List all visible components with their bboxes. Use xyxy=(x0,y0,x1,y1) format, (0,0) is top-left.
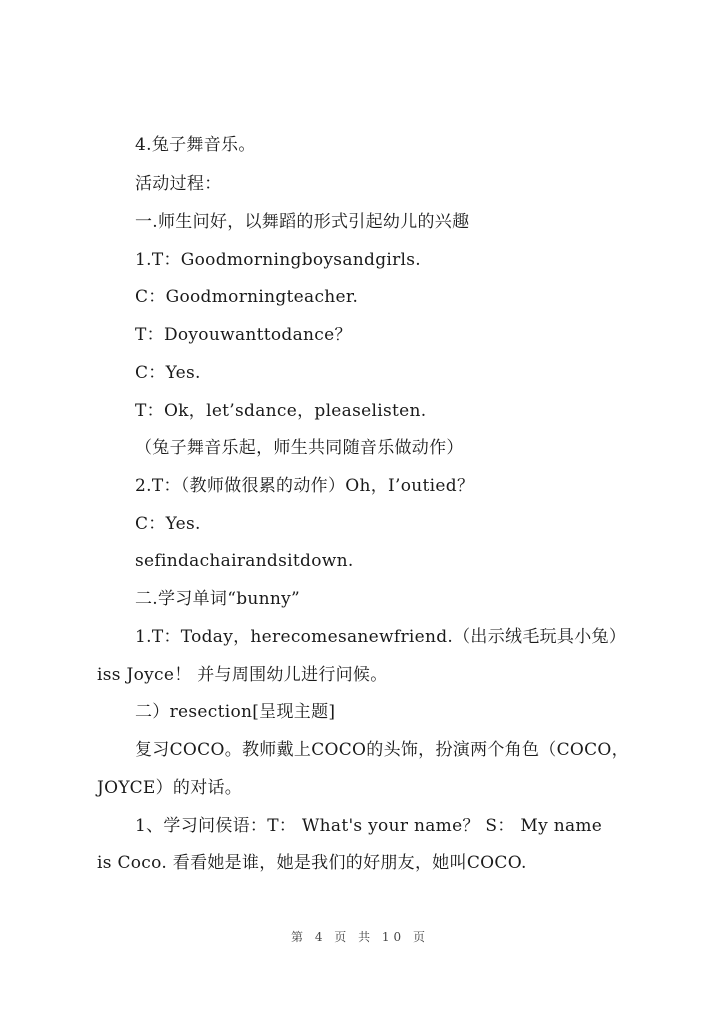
text-line: is Coco. 看看她是谁，她是我们的好朋友，她叫COCO. xyxy=(97,853,527,873)
text-line: 1.T：Today，herecomesanewfriend.（出示绒毛玩具小兔） xyxy=(135,627,627,647)
text-line: C：Yes. xyxy=(135,514,201,534)
section-heading: 二）resection[呈现主题] xyxy=(135,702,336,722)
text-line: C：Goodmorningteacher. xyxy=(135,287,359,307)
section-heading: 一.师生问好，以舞蹈的形式引起幼儿的兴趣 xyxy=(135,212,470,232)
text-line: 2.T：（教师做很累的动作）Oh，I’outied？ xyxy=(135,476,475,496)
text-line: 1、学习问侯语：T： What's your name？ S： My name xyxy=(135,816,603,836)
text-line: T：Ok，let’sdance，pleaselisten. xyxy=(135,401,427,421)
text-line: JOYCE）的对话。 xyxy=(97,778,243,798)
text-line: 4.兔子舞音乐。 xyxy=(135,135,256,155)
text-line: C：Yes. xyxy=(135,363,201,383)
text-line: 复习COCO。教师戴上COCO的头饰，扮演两个角色（COCO， xyxy=(135,740,629,760)
page-number-footer: 第 4 页 共 10 页 xyxy=(291,930,429,944)
text-line: 活动过程： xyxy=(135,174,222,194)
text-line: 1.T：Goodmorningboysandgirls. xyxy=(135,250,422,270)
text-line: （兔子舞音乐起，师生共同随音乐做动作） xyxy=(135,438,464,458)
text-line: sefindachairandsitdown. xyxy=(135,551,354,571)
section-heading: 二.学习单词“bunny” xyxy=(135,589,301,609)
text-line: iss Joyce！ 并与周围幼儿进行问候。 xyxy=(97,665,388,685)
text-line: T：Doyouwanttodance？ xyxy=(135,325,352,345)
